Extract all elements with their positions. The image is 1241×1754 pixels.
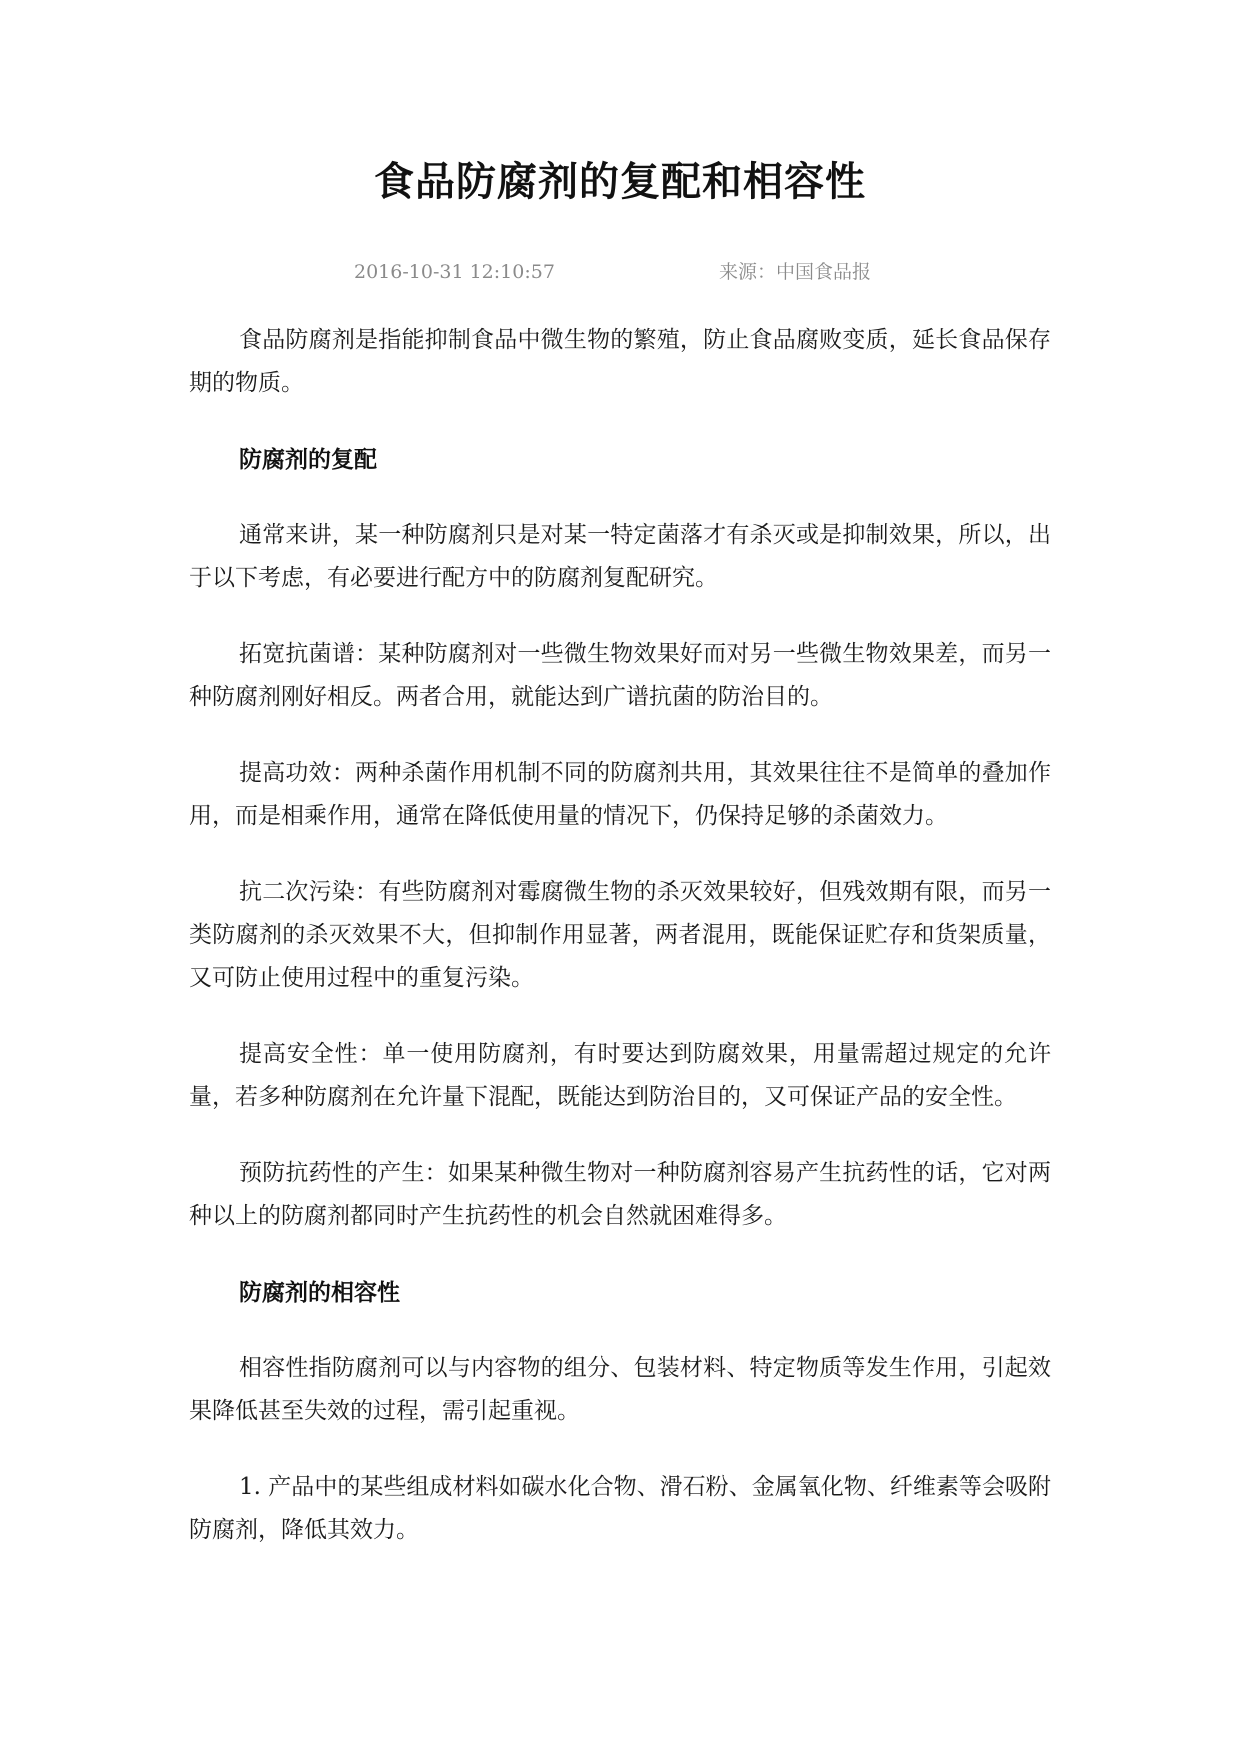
blending-point-spectrum: 拓宽抗菌谱：某种防腐剂对一些微生物效果好而对另一些微生物效果差，而另一种防腐剂刚好相反。两者合用，就能达到广谱抗菌的防治目的。 [189, 641, 1051, 710]
section-heading-blending: 防腐剂的复配 [239, 446, 377, 473]
article-title: 食品防腐剂的复配和相容性 [374, 158, 866, 205]
blending-point-safety: 提高安全性：单一使用防腐剂，有时要达到防腐效果，用量需超过规定的允许量，若多种防腐剂在允许量下混配，既能达到防治目的，又可保证产品的安全性。 [189, 1041, 1051, 1110]
blending-point-contamination: 抗二次污染：有些防腐剂对霉腐微生物的杀灭效果较好，但残效期有限，而另一类防腐剂的杀灭效果不大，但抑制作用显著，两者混用，既能保证贮存和货架质量，又可防止使用过程中的重复污染。 [189, 879, 1051, 991]
article-source: 来源：中国食品报 [719, 261, 872, 283]
compatibility-intro-paragraph: 相容性指防腐剂可以与内容物的组分、包装材料、特定物质等发生作用，引起效果降低甚至失效的过程，需引起重视。 [189, 1355, 1051, 1424]
article-body [189, 319, 1051, 1585]
blending-point-efficacy: 提高功效：两种杀菌作用机制不同的防腐剂共用，其效果往往不是简单的叠加作用，而是相乘作用，通常在降低使用量的情况下，仍保持足够的杀菌效力。 [189, 760, 1051, 829]
blending-intro-paragraph: 通常来讲，某一种防腐剂只是对某一特定菌落才有杀灭或是抑制效果，所以，出于以下考虑，有必要进行配方中的防腐剂复配研究。 [189, 522, 1051, 591]
publish-date: 2016-10-31 12:10:57 [354, 261, 555, 283]
intro-paragraph: 食品防腐剂是指能抑制食品中微生物的繁殖，防止食品腐败变质，延长食品保存期的物质。 [189, 327, 1051, 396]
section-heading-compatibility: 防腐剂的相容性 [239, 1279, 400, 1306]
compatibility-list-item: 1. 产品中的某些组成材料如碳水化合物、滑石粉、金属氧化物、纤维素等会吸附防腐剂，降低其效力。 [189, 1474, 1051, 1543]
blending-point-resistance: 预防抗药性的产生：如果某种微生物对一种防腐剂容易产生抗药性的话，它对两种以上的防腐剂都同时产生抗药性的机会自然就困难得多。 [189, 1160, 1051, 1229]
